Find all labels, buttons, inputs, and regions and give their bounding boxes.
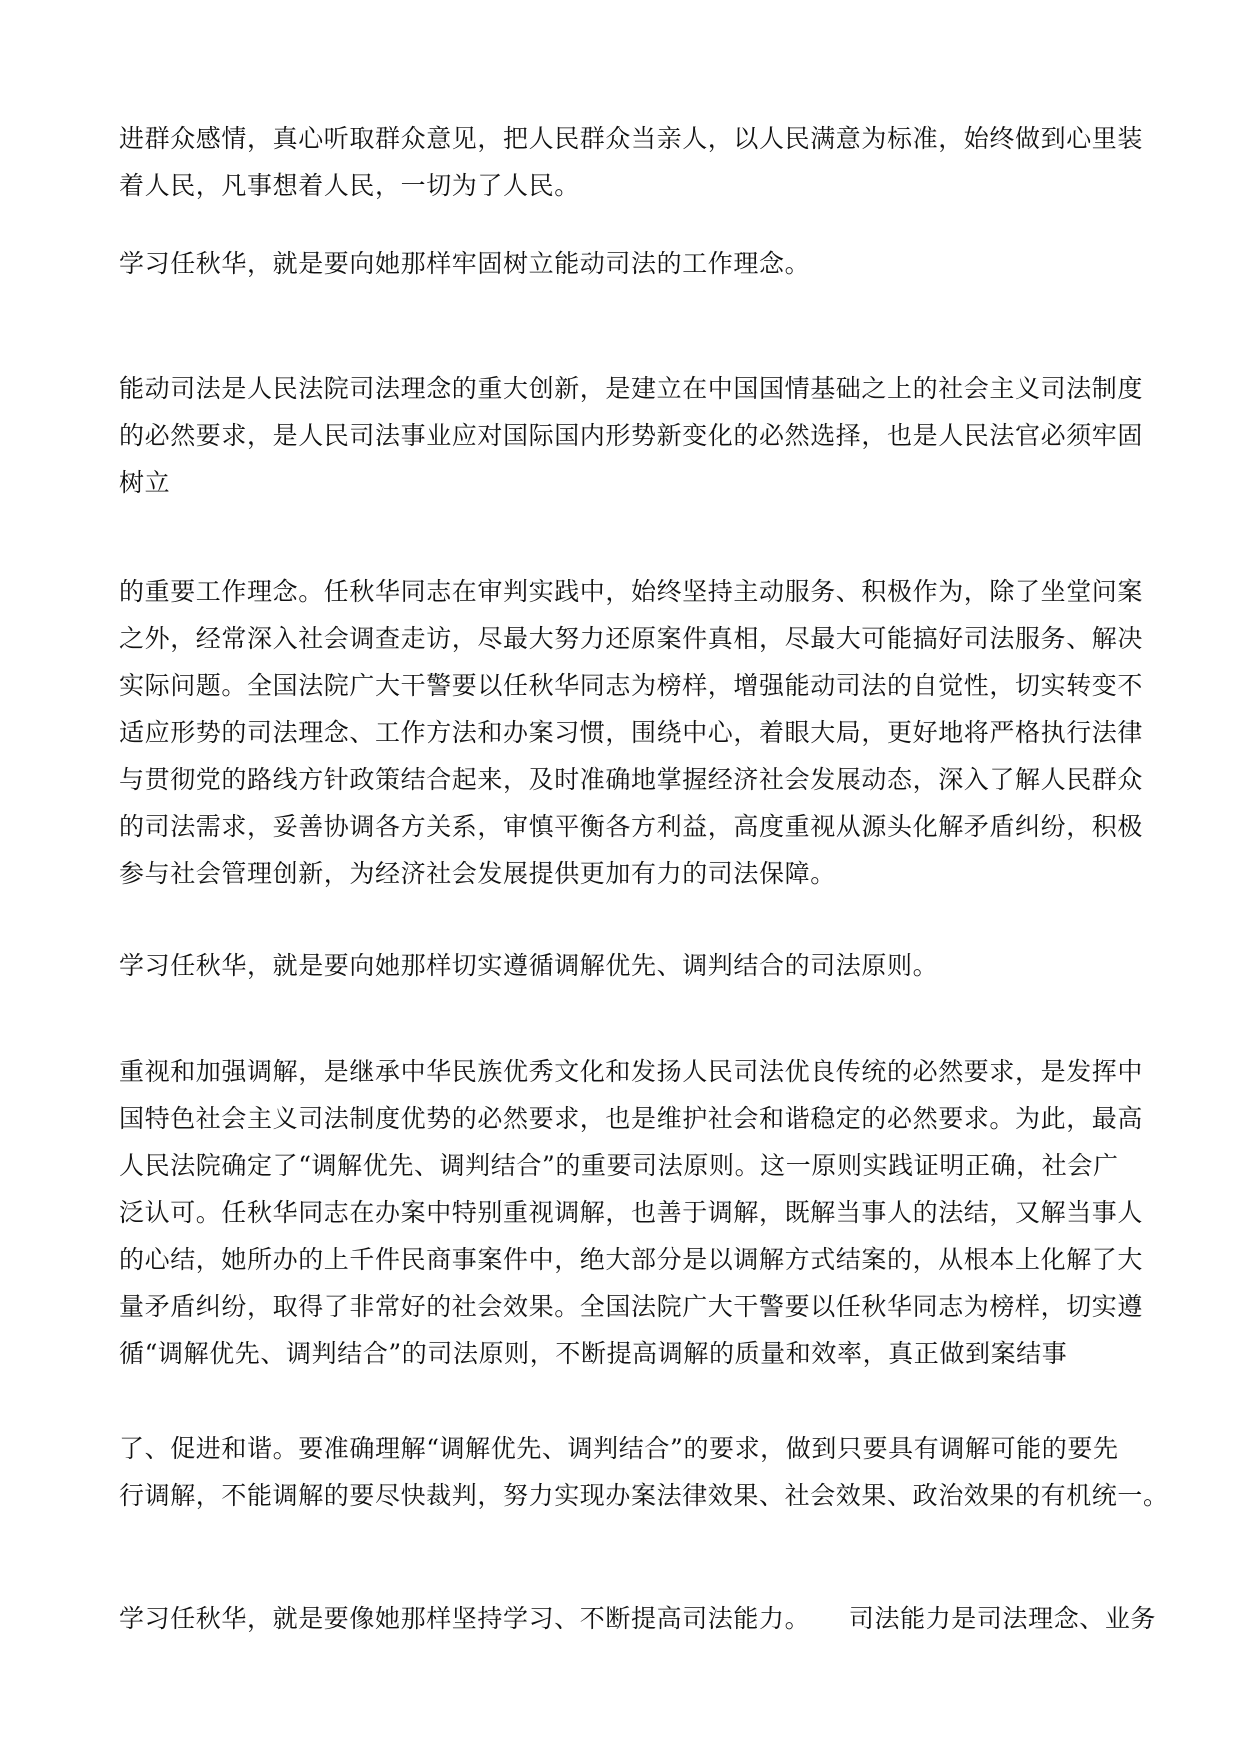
- text-line: 之外，经常深入社会调查走访，尽最大努力还原案件真相，尽最大可能搞好司法服务、解决: [119, 624, 1144, 653]
- paragraph-2-heading: [119, 240, 1129, 287]
- text-line: 的必然要求，是人民司法事业应对国际国内形势新变化的必然选择，也是人民法官必须牢固: [119, 421, 1144, 450]
- text-line: 进群众感情，真心听取群众意见，把人民群众当亲人，以人民满意为标准，始终做到心里装: [119, 124, 1144, 153]
- text-line: 学习任秋华，就是要向她那样切实遵循调解优先、调判结合的司法原则。: [119, 951, 939, 980]
- text-line: 行调解，不能调解的要尽快裁判，努力实现办案法律效果、社会效果、政治效果的有机统一。: [119, 1481, 1169, 1510]
- text-line: 适应形势的司法理念、工作方法和办案习惯，围绕中心，着眼大局，更好地将严格执行法律: [119, 718, 1144, 747]
- text-line: 量矛盾纠纷，取得了非常好的社会效果。全国法院广大干警要以任秋华同志为榜样，切实遵: [119, 1292, 1144, 1321]
- text-line: 着人民，凡事想着人民，一切为了人民。: [119, 171, 580, 200]
- paragraph-4: [119, 568, 1144, 897]
- paragraph-6: [119, 1048, 1144, 1377]
- text-line: 泛认可。任秋华同志在办案中特别重视调解，也善于调解，既解当事人的法结，又解当事人: [119, 1198, 1144, 1227]
- text-line: 的心结，她所办的上千件民商事案件中，绝大部分是以调解方式结案的，从根本上化解了大: [119, 1245, 1144, 1274]
- text-line: 重视和加强调解，是继承中华民族优秀文化和发扬人民司法优良传统的必然要求，是发挥中: [119, 1057, 1144, 1086]
- text-line: 学习任秋华，就是要向她那样牢固树立能动司法的工作理念。: [119, 249, 811, 278]
- text-line: 与贯彻党的路线方针政策结合起来，及时准确地掌握经济社会发展动态，深入了解人民群众: [119, 765, 1144, 794]
- paragraph-1: [119, 115, 1144, 209]
- text-line: 树立: [119, 468, 171, 497]
- text-line: 实际问题。全国法院广大干警要以任秋华同志为榜样，增强能动司法的自觉性，切实转变不: [119, 671, 1144, 700]
- text-line: 参与社会管理创新，为经济社会发展提供更加有力的司法保障。: [119, 859, 836, 888]
- text-line: 的司法需求，妥善协调各方关系，审慎平衡各方利益，高度重视从源头化解矛盾纠纷，积极: [119, 812, 1144, 841]
- text-line: 能动司法是人民法院司法理念的重大创新，是建立在中国国情基础之上的社会主义司法制度: [119, 374, 1144, 403]
- text-line: 学习任秋华，就是要像她那样坚持学习、不断提高司法能力。 司法能力是司法理念、业务: [119, 1604, 1157, 1633]
- paragraph-8-heading: [119, 1595, 1157, 1642]
- text-line: 的重要工作理念。任秋华同志在审判实践中，始终坚持主动服务、积极作为，除了坐堂问案: [119, 577, 1144, 606]
- paragraph-3: [119, 365, 1144, 506]
- paragraph-7: [119, 1425, 1169, 1519]
- text-line: 循“调解优先、调判结合”的司法原则，不断提高调解的质量和效率，真正做到案结事: [119, 1339, 1068, 1368]
- paragraph-5-heading: [119, 942, 1129, 989]
- text-line: 人民法院确定了“调解优先、调判结合”的重要司法原则。这一原则实践证明正确，社会广: [119, 1151, 1119, 1180]
- text-line: 了、促进和谐。要准确理解“调解优先、调判结合”的要求，做到只要具有调解可能的要先: [119, 1434, 1119, 1463]
- text-line: 国特色社会主义司法制度优势的必然要求，也是维护社会和谐稳定的必然要求。为此，最高: [119, 1104, 1144, 1133]
